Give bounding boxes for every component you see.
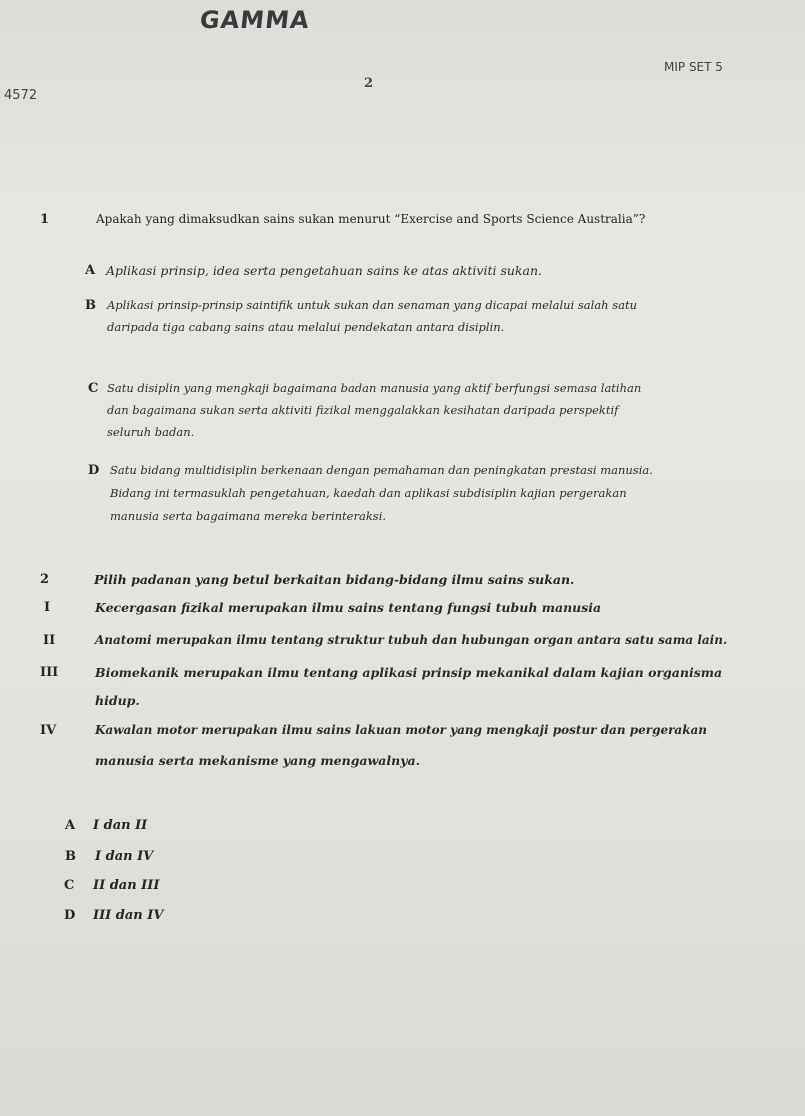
- q2-statement-iv-line-1: Kawalan motor merupakan ilmu sains lakuan motor yang mengkaji postur dan pergerakan: [95, 723, 708, 737]
- q1-option-a-letter: A: [85, 263, 96, 278]
- q2-answer-b-letter: B: [65, 849, 76, 864]
- q2-answer-a-letter: A: [65, 818, 76, 833]
- question-1-text: Apakah yang dimaksudkan sains sukan menurut “Exercise and Sports Science Australia”?: [96, 212, 646, 226]
- set-label: MIP SET 5: [664, 60, 723, 74]
- q2-answer-a-text: I dan II: [93, 818, 148, 833]
- q2-statement-iii-line-1: Biomekanik merupakan ilmu tentang aplikasi prinsip mekanikal dalam kajian organisma: [95, 665, 723, 680]
- q2-answer-b-text: I dan IV: [95, 849, 154, 864]
- q2-statement-i-text: Kecergasan fizikal merupakan ilmu sains tentang fungsi tubuh manusia: [95, 600, 602, 615]
- q2-statement-iv-line-2: manusia serta mekanisme yang mengawalnya.: [95, 753, 420, 768]
- q1-option-c-line-2: dan bagaimana sukan serta aktiviti fizikal menggalakkan kesihatan daripada perspektif: [107, 403, 619, 417]
- q1-option-d-line-1: Satu bidang multidisiplin berkenaan dengan pemahaman dan peningkatan prestasi manusia.: [110, 463, 653, 477]
- q2-answer-d-letter: D: [64, 908, 76, 923]
- q1-option-b-line-1: Aplikasi prinsip-prinsip saintifik untuk sukan dan senaman yang dicapai melalui salah satu: [107, 298, 638, 312]
- q2-statement-iv-numeral: IV: [40, 723, 57, 738]
- q1-option-b-line-2: daripada tiga cabang sains atau melalui pendekatan antara disiplin.: [107, 320, 505, 334]
- q1-option-c-letter: C: [88, 381, 99, 396]
- q1-option-d-line-3: manusia serta bagaimana mereka berinteraksi.: [110, 509, 387, 523]
- question-2-number: 2: [40, 572, 50, 587]
- question-1-number: 1: [40, 212, 50, 227]
- question-2-text: Pilih padanan yang betul berkaitan bidang-bidang ilmu sains sukan.: [94, 572, 575, 587]
- q1-option-d-line-2: Bidang ini termasuklah pengetahuan, kaedah dan aplikasi subdisiplin kajian pergerakan: [110, 486, 627, 500]
- q2-answer-c-text: II dan III: [93, 878, 160, 893]
- q2-answer-d-text: III dan IV: [93, 908, 164, 923]
- q2-statement-iii-numeral: III: [40, 665, 59, 680]
- q2-answer-c-letter: C: [64, 878, 75, 893]
- q1-option-c-line-3: seluruh badan.: [107, 425, 195, 439]
- q1-option-c-line-1: Satu disiplin yang mengkaji bagaimana badan manusia yang aktif berfungsi semasa latihan: [107, 381, 642, 395]
- q1-option-b-letter: B: [85, 298, 96, 313]
- q2-statement-i-numeral: I: [44, 600, 51, 615]
- paper-code: 4572: [4, 88, 38, 103]
- q2-statement-iii-line-2: hidup.: [95, 693, 140, 708]
- handwritten-name: GAMMA: [198, 6, 312, 34]
- q2-statement-ii-text: Anatomi merupakan ilmu tentang struktur tubuh dan hubungan organ antara satu sama lain.: [95, 633, 728, 647]
- q2-statement-ii-numeral: II: [43, 633, 56, 648]
- q1-option-d-letter: D: [88, 463, 100, 478]
- q1-option-a-text: Aplikasi prinsip, idea serta pengetahuan sains ke atas aktiviti sukan.: [106, 263, 542, 278]
- page-number: 2: [364, 76, 374, 91]
